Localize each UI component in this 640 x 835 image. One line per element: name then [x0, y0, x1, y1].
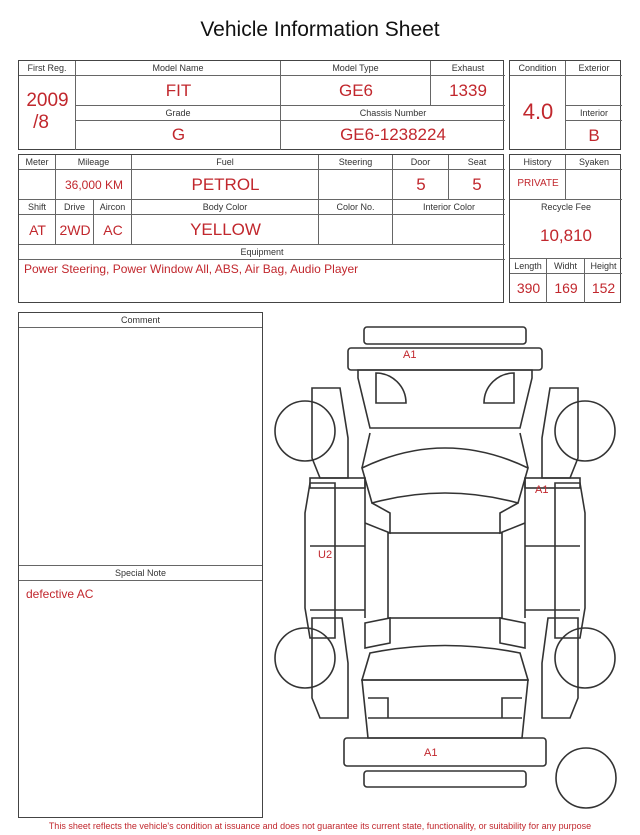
equipment-value: Power Steering, Power Window All, ABS, Air Bag, Audio Player: [24, 262, 359, 276]
fuel-label: Fuel: [216, 157, 234, 167]
comment-label: Comment: [120, 315, 160, 325]
chassis-value: GE6-1238224: [340, 125, 446, 144]
aircon-value: AC: [103, 222, 123, 238]
equipment-label: Equipment: [240, 247, 284, 257]
syaken-label: Syaken: [578, 157, 610, 167]
first-reg-label: First Reg.: [27, 63, 67, 73]
width-label: Widht: [553, 261, 577, 271]
comment-box: [18, 312, 263, 818]
chassis-label: Chassis Number: [359, 108, 427, 118]
seat-label: Seat: [467, 157, 487, 167]
recycle-fee-value: 10,810: [540, 226, 592, 245]
condition-grade: 4.0: [522, 99, 554, 124]
mileage-value: 36,000 KM: [64, 178, 124, 192]
steering-label: Steering: [338, 157, 373, 167]
mileage-label: Mileage: [77, 157, 110, 167]
body-color-value: YELLOW: [190, 220, 261, 239]
door-label: Door: [410, 157, 431, 167]
history-value: PRIVATE: [517, 178, 559, 189]
body-color-label: Body Color: [202, 202, 248, 212]
recycle-fee-label: Recycle Fee: [540, 202, 592, 212]
height-value: 152: [591, 280, 616, 296]
color-no-label: Color No.: [336, 202, 375, 212]
history-label: History: [523, 157, 552, 167]
condition-label: Condition: [518, 63, 557, 73]
seat-value: 5: [472, 175, 482, 194]
drive-label: Drive: [63, 202, 85, 212]
length-value: 390: [516, 280, 541, 296]
history-table: [509, 154, 621, 303]
condition-table: [509, 60, 621, 150]
exhaust-value: 1339: [449, 81, 487, 100]
damage-mark-left-door: U2: [318, 549, 333, 561]
interior-color-label: Interior Color: [422, 202, 476, 212]
model-type-value: GE6: [338, 81, 374, 100]
aircon-label: Aircon: [99, 202, 126, 212]
damage-mark-front-bumper: A1: [403, 349, 417, 361]
grade-label: Grade: [165, 108, 191, 118]
model-type-label: Model Type: [332, 63, 379, 73]
footer-disclaimer: This sheet reflects the vehicle's condition at issuance and does not guarantee its current state, functionality, or suitability for any purpose: [48, 821, 592, 831]
model-info-table: [18, 60, 504, 150]
drive-value: 2WD: [59, 222, 91, 238]
interior-label: Interior: [579, 108, 608, 118]
grade-value: G: [171, 125, 186, 144]
model-name-label: Model Name: [152, 63, 204, 73]
fuel-value: PETROL: [191, 175, 260, 194]
height-label: Height: [590, 261, 617, 271]
length-label: Length: [514, 261, 542, 271]
exhaust-label: Exhaust: [451, 63, 485, 73]
meter-label: Meter: [25, 157, 49, 167]
interior-grade: B: [588, 126, 600, 145]
damage-mark-rear-bumper: A1: [424, 747, 438, 759]
shift-label: Shift: [27, 202, 46, 212]
car-damage-diagram: [270, 318, 630, 818]
width-value: 169: [554, 280, 578, 296]
door-value: 5: [416, 175, 426, 194]
damage-mark-right-door: A1: [535, 484, 549, 496]
model-name-value: FIT: [165, 81, 192, 100]
exterior-label: Exterior: [578, 63, 610, 73]
page-title: Vehicle Information Sheet: [200, 18, 440, 41]
special-note-label: Special Note: [114, 568, 167, 578]
first-reg-month: /8: [33, 112, 49, 133]
special-note-value: defective AC: [26, 587, 94, 601]
specs-table: [18, 154, 504, 303]
first-reg-year: 2009: [26, 90, 69, 111]
shift-value: AT: [29, 222, 46, 238]
